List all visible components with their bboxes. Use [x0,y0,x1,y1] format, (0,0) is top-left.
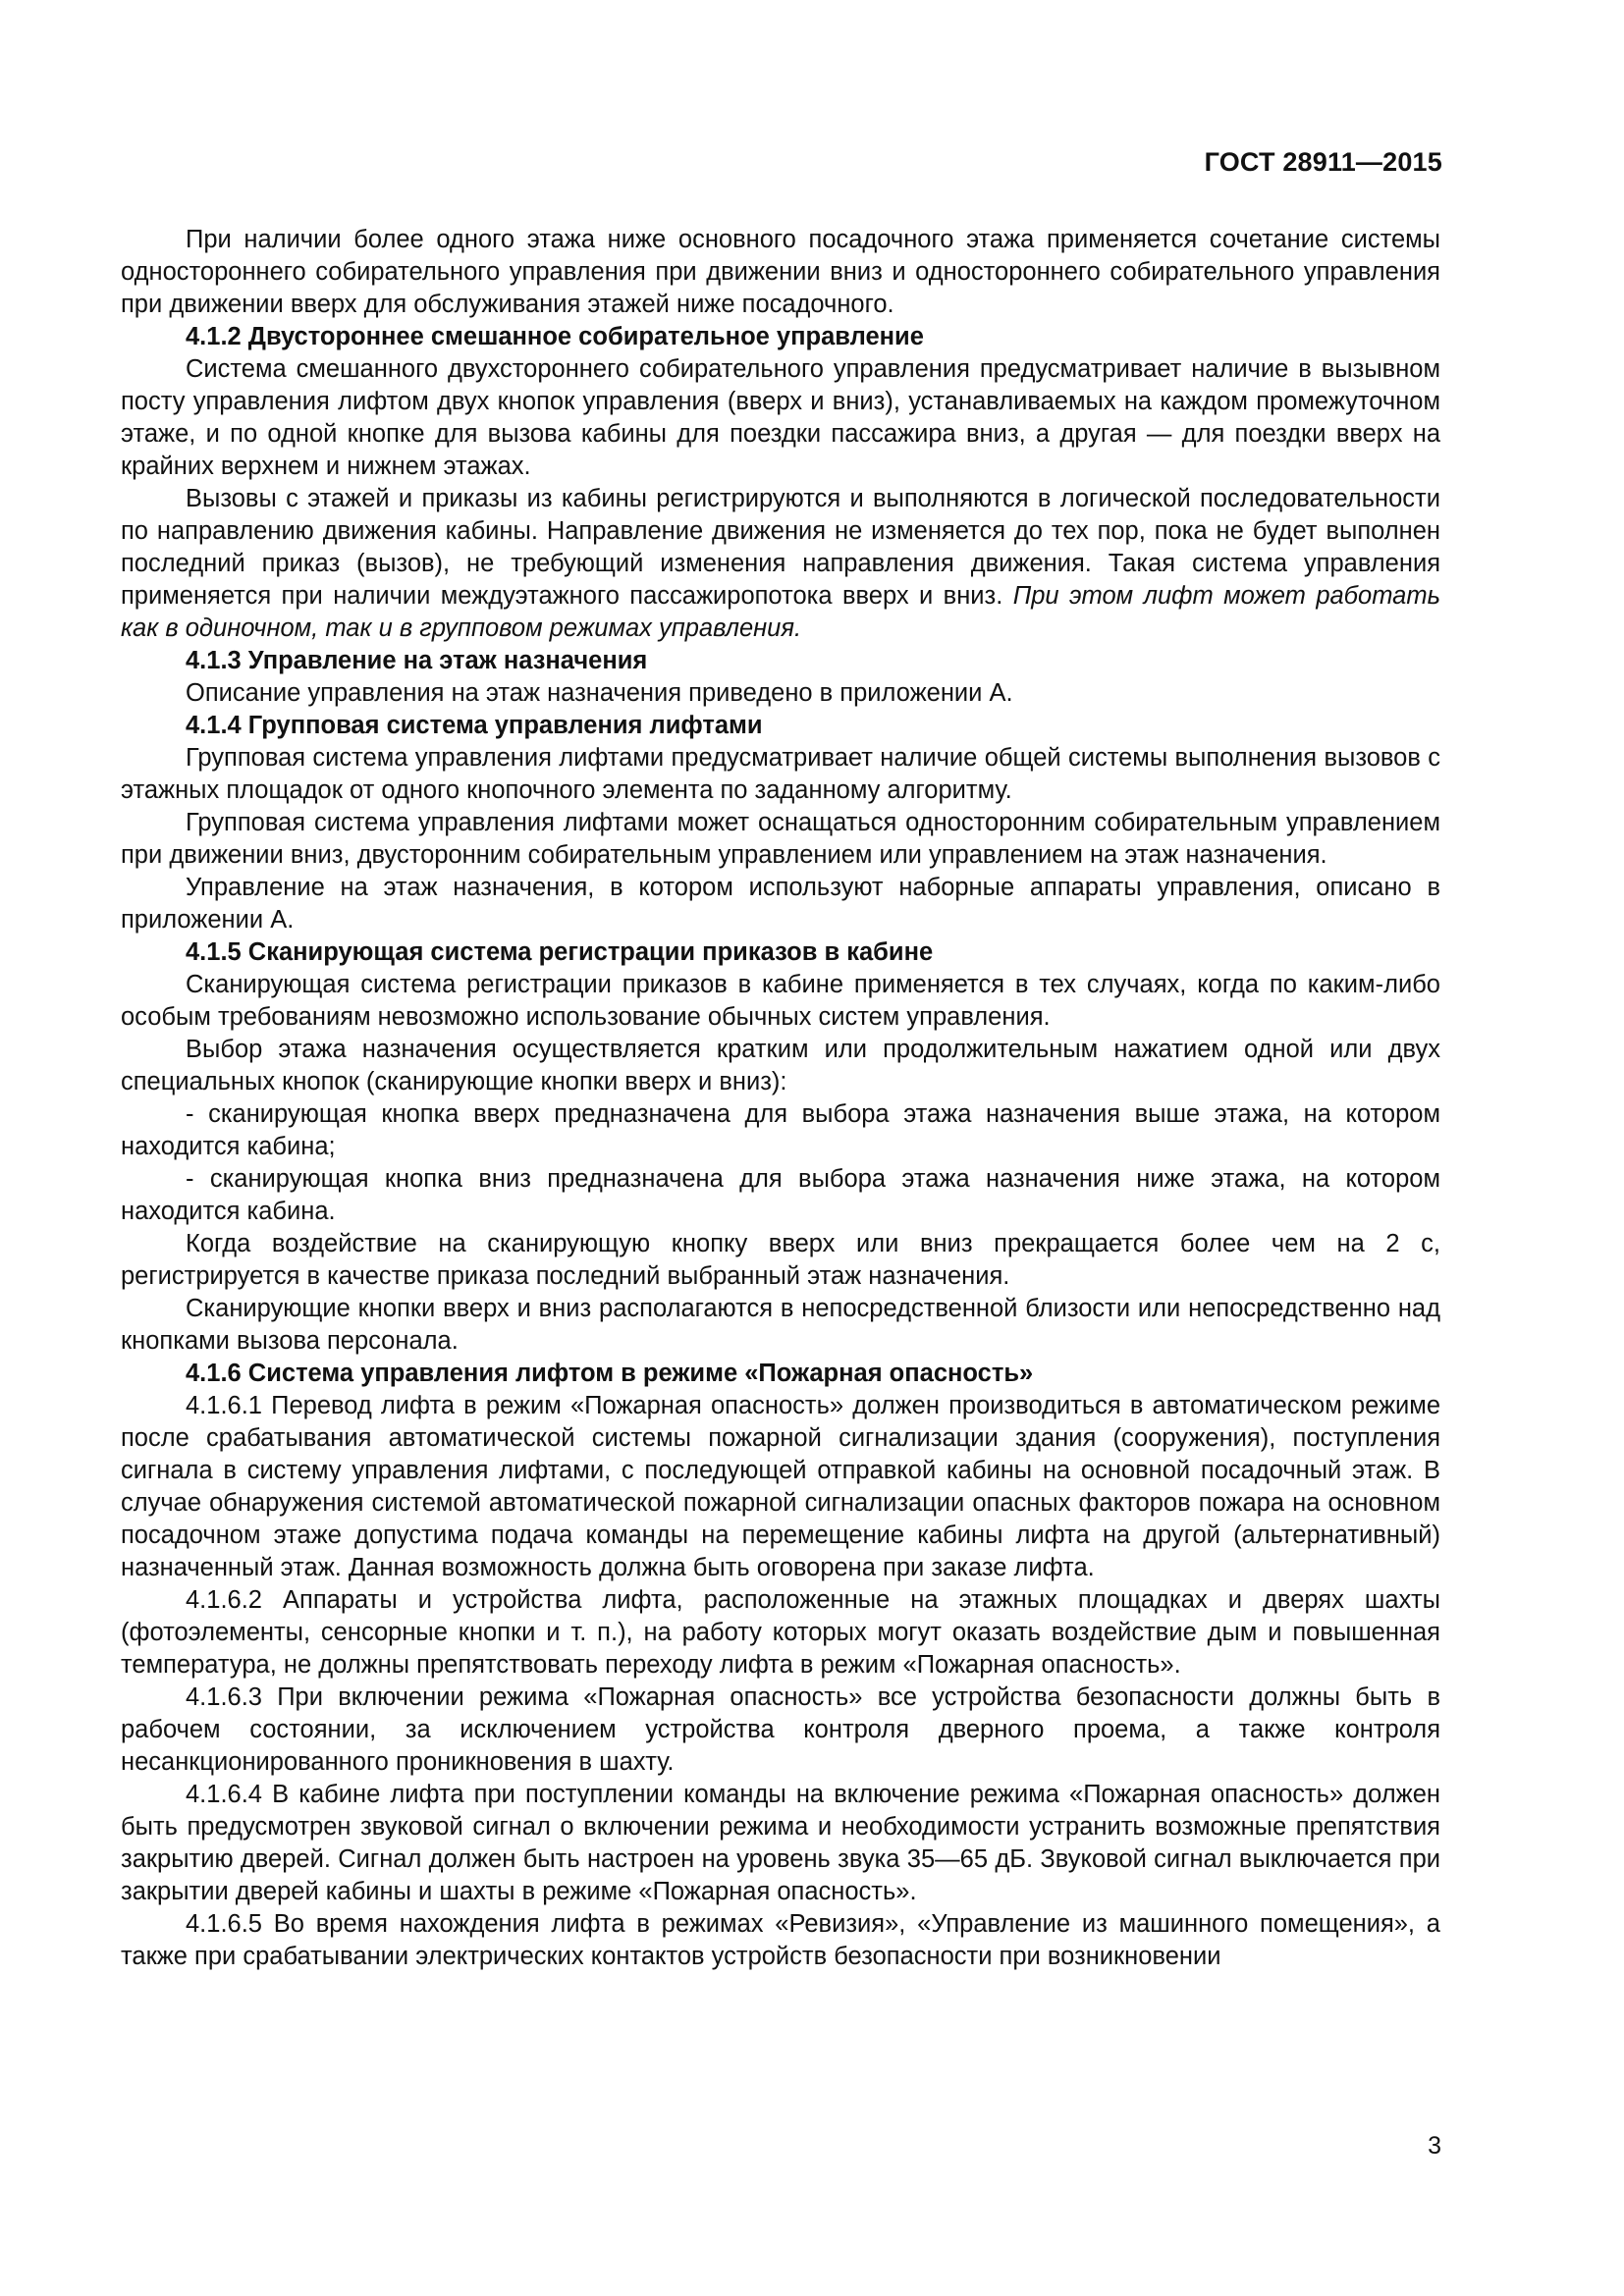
list-item: - сканирующая кнопка вниз предназначена для выбора этажа назначения ниже этажа, на котором находится кабина. [121,1165,1440,1225]
page-number: 3 [1428,2132,1441,2160]
paragraph: 4.1.6.2 Аппараты и устройства лифта, расположенные на этажных площадках и дверях шахты (фотоэлементы, сенсорные кнопки и т. п.), на работу которых могут оказать воздействие дым и повышенная температура, не должны препятствовать переходу лифта в режим «Пожарная опасность». [121,1586,1440,1679]
document-header: ГОСТ 28911—2015 [1204,147,1442,177]
paragraph: Сканирующая система регистрации приказов в кабине применяется в тех случаях, когда по каким-либо особым требованиям невозможно использование обычных систем управления. [121,971,1440,1031]
paragraph: Когда воздействие на сканирующую кнопку вверх или вниз прекращается более чем на 2 с, регистрируется в качестве приказа последний выбранный этаж назначения. [121,1230,1440,1290]
paragraph: 4.1.6.1 Перевод лифта в режим «Пожарная опасность» должен производиться в автоматическом режиме после срабатывания автоматической системы пожарной сигнализации здания (сооружения), поступления сигнала в систему управления лифтами, с последующей отправкой кабины на основной посадочный этаж. В случае обнаружения системой автоматической пожарной сигнализации опасных факторов пожара на основном посадочном этаже допустима подача команды на перемещение кабины лифта на другой (альтернативный) назначенный этаж. Данная возможность должна быть оговорена при заказе лифта. [121,1392,1440,1581]
paragraph: Описание управления на этаж назначения приведено в приложении А. [186,679,1013,707]
paragraph [121,483,1440,645]
paragraph: 4.1.6.4 В кабине лифта при поступлении команды на включение режима «Пожарная опасность» должен быть предусмотрен звуковой сигнал о включении режима и необходимости устранить возможные препятствия закрытию дверей. Сигнал должен быть настроен на уровень звука 35—65 дБ. Звуковой сигнал выключается при закрытии дверей кабины и шахты в режиме «Пожарная опасность». [121,1781,1440,1905]
section-heading-4-1-4: 4.1.4 Групповая система управления лифтами [186,712,763,739]
section-heading-4-1-3: 4.1.3 Управление на этаж назначения [186,647,648,674]
page-body [121,224,1440,1973]
paragraph: Управление на этаж назначения, в котором используют наборные аппараты управления, описано в приложении А. [121,874,1440,934]
section-heading-4-1-6: 4.1.6 Система управления лифтом в режиме «Пожарная опасность» [186,1360,1034,1387]
italic-text: При этом лифт может работать как в одиночном, так и в групповом режимах управления. [121,582,1440,642]
paragraph: Групповая система управления лифтами может оснащаться односторонним собирательным управлением при движении вниз, двусторонним собирательным управлением или управлением на этаж назначения. [121,809,1440,869]
section-heading-4-1-5: 4.1.5 Сканирующая система регистрации приказов в кабине [186,938,934,966]
paragraph: Сканирующие кнопки вверх и вниз располагаются в непосредственной близости или непосредственно над кнопками вызова персонала. [121,1295,1440,1355]
paragraph: При наличии более одного этажа ниже основного посадочного этажа применяется сочетание системы одностороннего собирательного управления при движении вниз и одностороннего собирательного управления при движении вверх для обслуживания этажей ниже посадочного. [121,226,1440,318]
list-item: - сканирующая кнопка вверх предназначена для выбора этажа назначения выше этажа, на котором находится кабина; [121,1100,1440,1160]
paragraph-text: Вызовы с этажей и приказы из кабины регистрируются и выполняются в логической последовательности по направлению движения кабины. Направление движения не изменяется до тех пор, пока не будет выполнен последний приказ (вызов), не требующий изменения направления движения. Такая система управления применяется при наличии междуэтажного пассажиропотока вверх и вниз. [121,485,1440,610]
paragraph: 4.1.6.5 Во время нахождения лифта в режимах «Ревизия», «Управление из машинного помещения», а также при срабатывании электрических контактов устройств безопасности при возникновении [121,1910,1440,1970]
section-heading-4-1-2: 4.1.2 Двустороннее смешанное собирательное управление [186,323,924,350]
paragraph: Групповая система управления лифтами предусматривает наличие общей системы выполнения вызовов с этажных площадок от одного кнопочного элемента по заданному алгоритму. [121,744,1440,804]
paragraph: Система смешанного двухстороннего собирательного управления предусматривает наличие в вызывном посту управления лифтом двух кнопок управления (вверх и вниз), устанавливаемых на каждом промежуточном этаже, и по одной кнопке для вызова кабины для поездки пассажира вниз, а другая — для поездки вверх на крайних верхнем и нижнем этажах. [121,355,1440,480]
paragraph: 4.1.6.3 При включении режима «Пожарная опасность» все устройства безопасности должны быть в рабочем состоянии, за исключением устройства контроля дверного проема, а также контроля несанкционированного проникновения в шахту. [121,1683,1440,1776]
paragraph: Выбор этажа назначения осуществляется кратким или продолжительным нажатием одной или двух специальных кнопок (сканирующие кнопки вверх и вниз): [121,1036,1440,1095]
